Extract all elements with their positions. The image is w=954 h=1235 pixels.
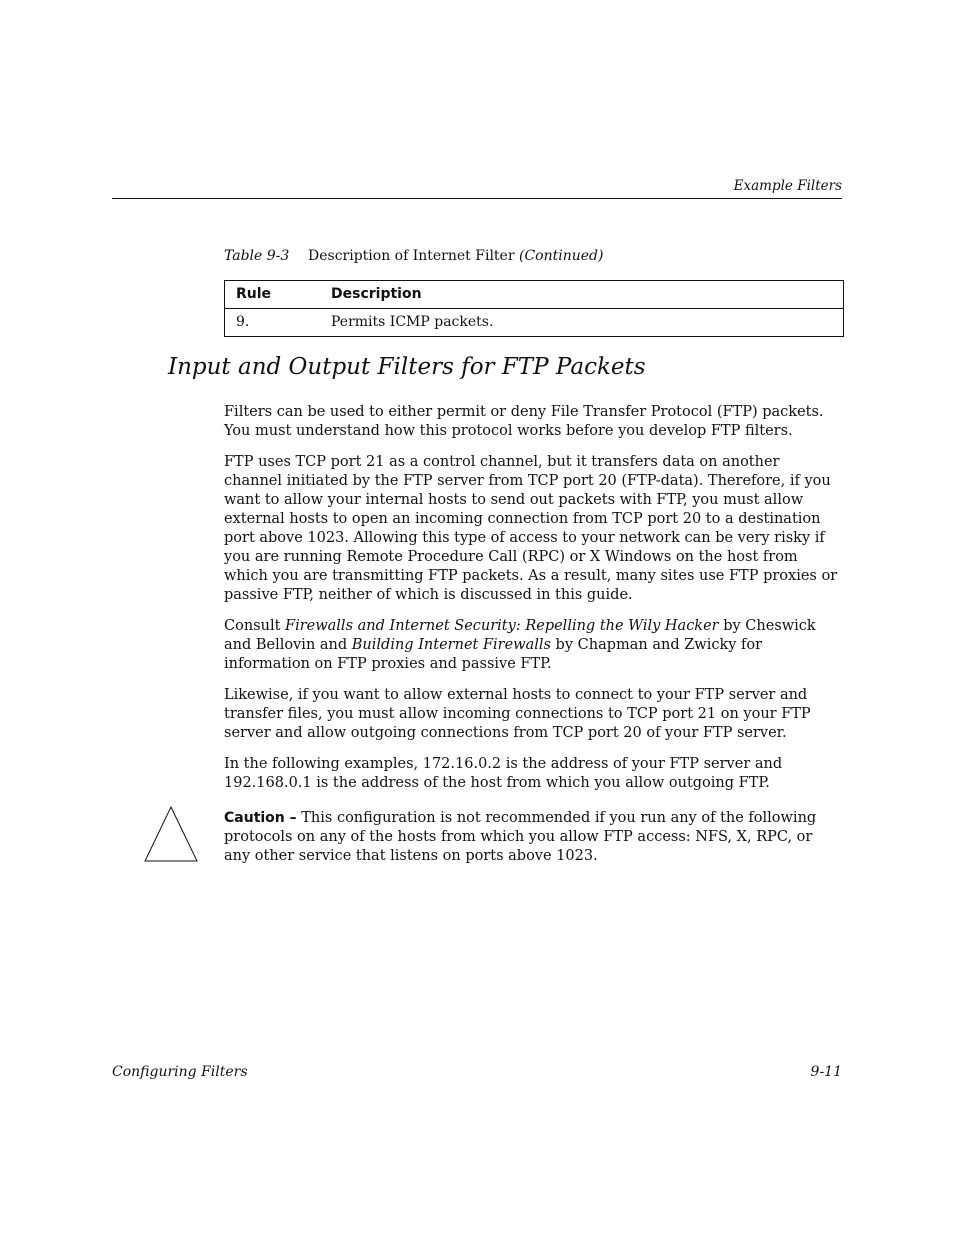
table-row — [225, 309, 844, 337]
running-header: Example Filters — [733, 178, 842, 194]
book-title-1: Firewalls and Internet Security: Repelling the Wily Hacker — [285, 618, 719, 634]
column-header-rule: Rule — [225, 281, 321, 309]
body-text — [224, 403, 842, 805]
rule-description-table — [224, 280, 844, 337]
description-cell: Permits ICMP packets. — [320, 309, 844, 337]
book-title-2: Building Internet Firewalls — [351, 637, 551, 653]
table-continued: (Continued) — [518, 248, 604, 264]
paragraph-references — [224, 617, 842, 674]
table-number: Table 9-3 — [224, 248, 290, 264]
paragraph-examples: In the following examples, 172.16.0.2 is the address of your FTP server and 192.168.0.1 is the address of the host from which you allow outgoing FTP. — [224, 756, 783, 791]
column-header-description: Description — [320, 281, 844, 309]
caution-note — [224, 809, 842, 866]
paragraph-ftp-ports: FTP uses TCP port 21 as a control channel, but it transfers data on another channel initiated by the FTP server from TCP port 20 (FTP-data). Therefore, if you want to allow your internal hosts to send out packets with FTP, you must allow external hosts to open an incoming connection from TCP port 20 to a destination port above 1023. Allowing this type of access to your network can be very risky if you are running Remote Procedure Call (RPC) or X Windows on the host from which you are transmitting FTP packets. As a result, many sites use FTP proxies or passive FTP, neither of which is discussed in this guide. — [224, 454, 838, 603]
table-caption-text: Description of Internet Filter — [308, 248, 515, 264]
caution-triangle-icon — [144, 806, 198, 862]
paragraph-external-hosts: Likewise, if you want to allow external hosts to connect to your FTP server and transfer files, you must allow incoming connections to TCP port 21 on your FTP server and allow outgoing connections from TCP port 20 of your FTP server. — [224, 687, 811, 741]
text-run: by Cheswick and Bellovin and — [224, 618, 816, 653]
rule-cell: 9. — [225, 309, 321, 337]
footer-chapter: Configuring Filters — [112, 1064, 248, 1080]
footer-page-number: 9-11 — [810, 1064, 842, 1080]
text-run: Consult — [224, 618, 286, 634]
header-rule — [112, 198, 842, 199]
section-title: Input and Output Filters for FTP Packets — [168, 354, 646, 380]
table-caption — [224, 248, 603, 264]
caution-label: Caution – — [224, 810, 297, 826]
text-run: by Chapman and Zwicky for information on FTP proxies and passive FTP. — [224, 637, 763, 672]
table-header-row — [225, 281, 844, 309]
caution-text: This configuration is not recommended if you run any of the following protocols on any of the hosts from which you allow FTP access: NFS, X, RPC, or any other service that listens on ports above 1023. — [224, 810, 817, 864]
paragraph-intro: Filters can be used to either permit or deny File Transfer Protocol (FTP) packets. You must understand how this protocol works before you develop FTP filters. — [224, 404, 824, 439]
